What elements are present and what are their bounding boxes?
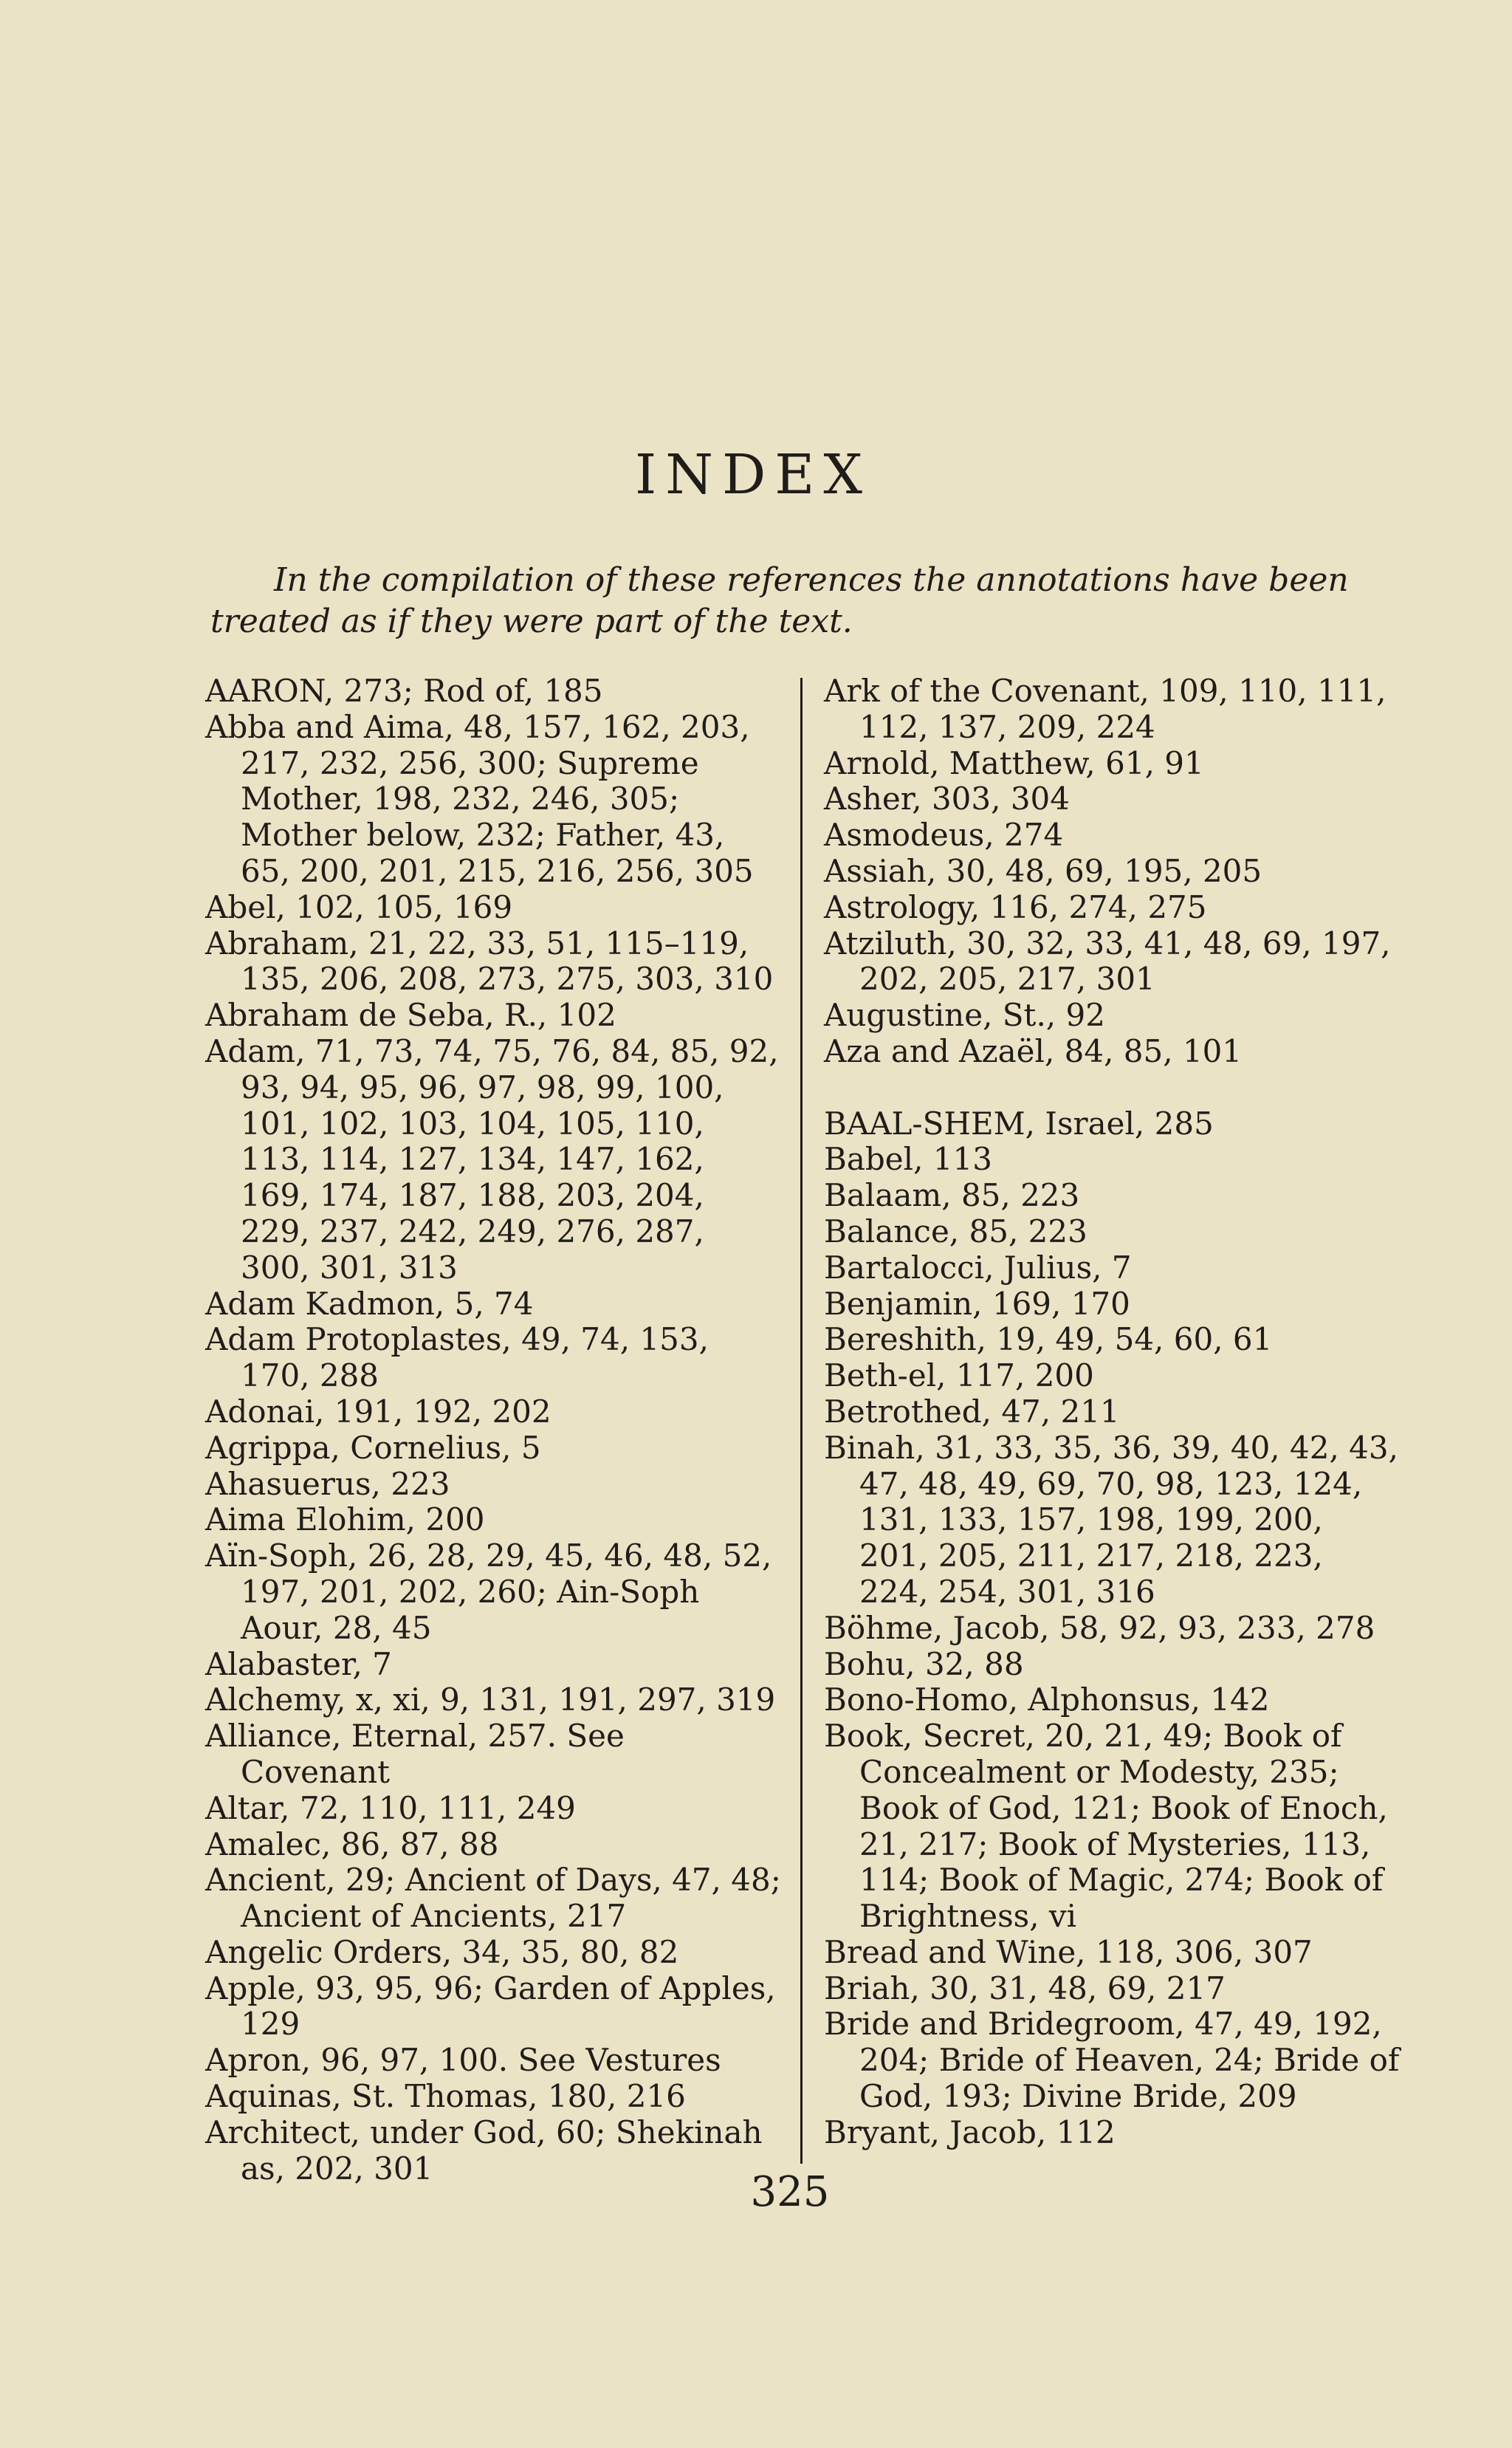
index-entry: Bride and Bridegroom, 47, 49, 192, 204; Bride of Heaven, 24; Bride of God, 193; Divine Bride, 209 xyxy=(824,2006,1400,2115)
index-entry: Bereshith, 19, 49, 54, 60, 61 xyxy=(824,1321,1273,1358)
index-entry: Alliance, Eternal, 257. See Covenant xyxy=(205,1718,625,1790)
index-entry: Altar, 72, 110, 111, 249 xyxy=(205,1789,576,1826)
index-entry: BAAL-SHEM, Israel, 285 xyxy=(824,1105,1214,1142)
index-entry: Angelic Orders, 34, 35, 80, 82 xyxy=(205,1933,679,1970)
index-column-left xyxy=(205,673,781,2187)
index-entry: Atziluth, 30, 32, 33, 41, 48, 69, 197, 202, 205, 217, 301 xyxy=(824,925,1391,998)
index-entry: Adam Kadmon, 5, 74 xyxy=(205,1285,534,1322)
index-entry: Aquinas, St. Thomas, 180, 216 xyxy=(205,2078,686,2115)
index-entry: Binah, 31, 33, 35, 36, 39, 40, 42, 43, 47, 48, 49, 69, 70, 98, 123, 124, 131, 133, 157, 198, 199, 200, 201, 205, 211, 217, 218, 223, 224, 254, 301, 316 xyxy=(824,1429,1398,1610)
index-entry: Aïn-Soph, 26, 28, 29, 45, 46, 48, 52, 197, 201, 202, 260; Ain-Soph Aour, 28, 45 xyxy=(205,1537,772,1646)
index-entry: Aima Elohim, 200 xyxy=(205,1501,485,1538)
index-entry: Adonai, 191, 192, 202 xyxy=(205,1393,551,1430)
index-entry: Book, Secret, 20, 21, 49; Book of Concealment or Modesty, 235; Book of God, 121; Book of Enoch, 21, 217; Book of Mysteries, 113, 114; Book of Magic, 274; Book of Brightness, vi xyxy=(824,1718,1388,1935)
index-entry: Arnold, Matthew, 61, 91 xyxy=(824,744,1204,781)
index-entry: Asher, 303, 304 xyxy=(824,781,1070,817)
index-entry: AARON, 273; Rod of, 185 xyxy=(205,673,603,709)
page-title: INDEX xyxy=(634,443,871,507)
page-number: 325 xyxy=(750,2168,830,2216)
index-entry: Apron, 96, 97, 100. See Vestures xyxy=(205,2042,721,2079)
index-entry: Asmodeus, 274 xyxy=(824,817,1064,854)
index-entry: Architect, under God, 60; Shekinah as, 202, 301 xyxy=(205,2113,763,2187)
index-entry: Abel, 102, 105, 169 xyxy=(205,888,513,925)
index-entry: Böhme, Jacob, 58, 92, 93, 233, 278 xyxy=(824,1609,1375,1646)
index-entry: Alchemy, x, xi, 9, 131, 191, 297, 319 xyxy=(205,1681,776,1718)
index-entry: Abba and Aima, 48, 157, 162, 203, 217, 232, 256, 300; Supreme Mother, 198, 232, 246, 305; Mother below, 232; Father, 43, 65, 200, 201, 215, 216, 256, 305 xyxy=(205,708,754,889)
index-entry: Ancient, 29; Ancient of Days, 47, 48; Ancient of Ancients, 217 xyxy=(205,1862,781,1935)
index-entry: Amalec, 86, 87, 88 xyxy=(205,1825,499,1862)
index-entry: Astrology, 116, 274, 275 xyxy=(824,888,1207,925)
index-entry: Betrothed, 47, 211 xyxy=(824,1393,1120,1430)
index-entry: Balaam, 85, 223 xyxy=(824,1177,1080,1214)
index-entry: Agrippa, Cornelius, 5 xyxy=(205,1429,541,1466)
index-entry: Abraham de Seba, R., 102 xyxy=(205,997,616,1034)
index-entry: Ark of the Covenant, 109, 110, 111, 112, 137, 209, 224 xyxy=(824,673,1386,745)
index-entry: Bohu, 32, 88 xyxy=(824,1645,1024,1682)
index-entry: Adam Protoplastes, 49, 74, 153, 170, 288 xyxy=(205,1321,709,1394)
column-divider xyxy=(800,678,803,2164)
index-entry: Briah, 30, 31, 48, 69, 217 xyxy=(824,1969,1226,2006)
index-entry: Bread and Wine, 118, 306, 307 xyxy=(824,1933,1313,1970)
index-entry: Adam, 71, 73, 74, 75, 76, 84, 85, 92, 93, 94, 95, 96, 97, 98, 99, 100, 101, 102, 103, 104, 105, 110, 113, 114, 127, 134, 147, 162, 169, 174, 187, 188, 203, 204, 229, 237, 242, 249, 276, 287, 300, 301, 313 xyxy=(205,1032,779,1286)
index-column-right xyxy=(824,673,1400,2151)
index-entry: Alabaster, 7 xyxy=(205,1645,392,1682)
index-entry: Assiah, 30, 48, 69, 195, 205 xyxy=(824,852,1262,889)
index-entry: Bono-Homo, Alphonsus, 142 xyxy=(824,1681,1270,1718)
index-entry: Beth-el, 117, 200 xyxy=(824,1357,1094,1394)
index-entry: Bryant, Jacob, 112 xyxy=(824,2113,1116,2150)
index-entry: Augustine, St., 92 xyxy=(824,997,1105,1034)
group-spacer xyxy=(824,1070,1400,1106)
index-entry: Babel, 113 xyxy=(824,1141,992,1178)
index-note: In the compilation of these references the annotations have been treated as if they were part of the text. xyxy=(210,561,1349,640)
index-entry: Abraham, 21, 22, 33, 51, 115–119, 135, 206, 208, 273, 275, 303, 310 xyxy=(205,925,774,998)
index-group-b xyxy=(824,1106,1400,2151)
index-entry: Apple, 93, 95, 96; Garden of Apples, 129 xyxy=(205,1969,776,2043)
index-entry: Bartalocci, Julius, 7 xyxy=(824,1249,1132,1286)
index-group-a xyxy=(824,673,1400,1070)
index-entry: Aza and Azaël, 84, 85, 101 xyxy=(824,1032,1243,1069)
index-entry: Benjamin, 169, 170 xyxy=(824,1285,1130,1322)
index-entry: Ahasuerus, 223 xyxy=(205,1465,450,1502)
index-entry: Balance, 85, 223 xyxy=(824,1213,1087,1249)
